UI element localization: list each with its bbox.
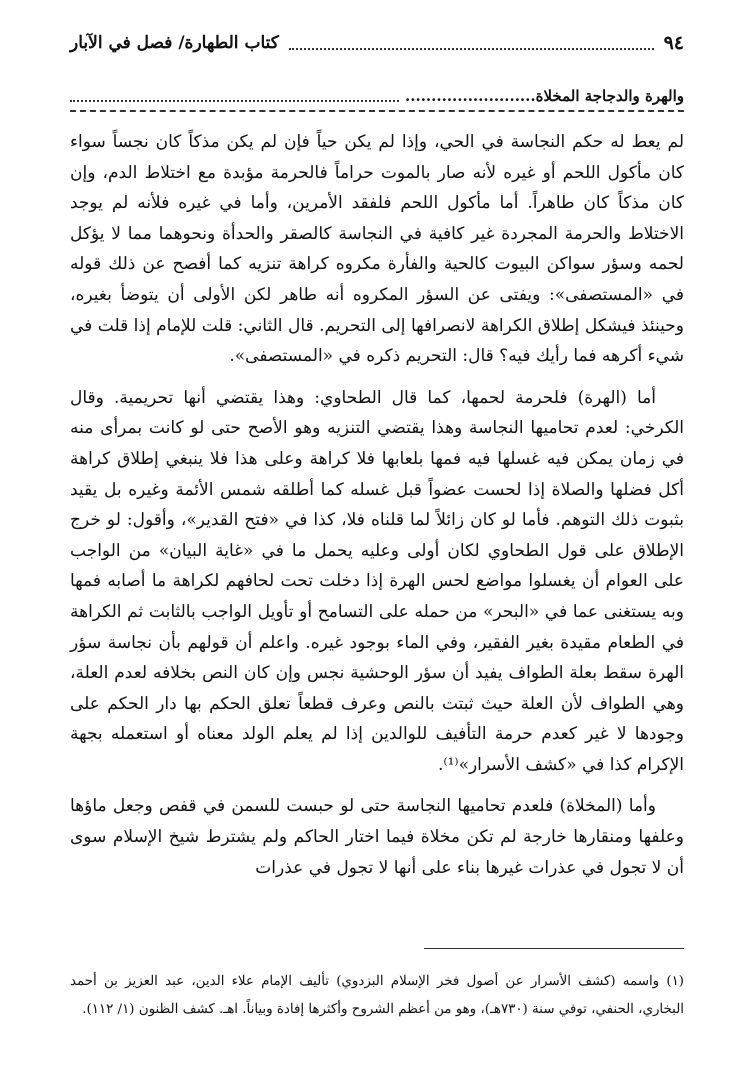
footnote-text: (١) واسمه (كشف الأسرار عن أصول فخر الإسلام البزدوي) تأليف الإمام علاء الدين، عبد العزيز بن أحمد البخاري، الحنفي، توفي سنة (٧٣٠هـ)، وهو من أعظم الشروح وأكثرها إفادة وبياناً. اهـ. كشف الظنون (١/ ١١٢).	[70, 974, 684, 1017]
page-number: ٩٤	[663, 32, 684, 54]
header-title: كتاب الطهارة/ فصل في الآبار	[70, 33, 279, 53]
main-text	[70, 127, 684, 883]
footnote-separator	[424, 948, 684, 949]
section-subheader	[70, 84, 684, 108]
subheader-dashed-rule	[70, 110, 684, 112]
paragraph-2: أما (الهرة) فلحرمة لحمها، كما قال الطحاوي: وهذا يقتضي أنها تحريمية. وقال الكرخي: لعدم تحاميها النجاسة وهذا يقتضي التنزيه وهو الأصح حتى لو كانت بمرأى منه في زمان يمكن فيه غسلها فيه فمها بلعابها فلا كراهة وعلى هذا فلا ينبغي إطلاق كراهة أكل فضلها والصلاة إذا لحست عضواً قبل غسله كما أطلقه شمس الأئمة وغيره بل يقيد بثبوت ذلك التوهم. فأما لو كان زائلاً لما قلناه فلا، كذا في «فتح القدير»، وأقول: لو خرج الإطلاق على قول الطحاوي لكان أولى وعليه يحمل ما في «غاية البيان» من الواجب على العوام أن يغسلوا مواضع لحس الهرة إذا دخلت تحت لحافهم لكراهة ما أصابه فمها وبه يستغنى عما في «البحر» من حمله على التسامح أو تأويل الواجب بالثابت ثم الكراهة في الطعام مقيدة بغير الفقير، وفي الماء بوجود غيره. واعلم أن قولهم بأن نجاسة سؤر الهرة سقط بعلة الطواف يفيد أن سؤر الوحشية نجس وإن كان النص بخلافه لعدم العلة، وهي الطواف لأن العلة حيث ثبتت بالنص وعرف قطعاً تعلق الحكم بها دار الحكم على وجودها لا غير كعدم حرمة التأفيف للوالدين إذا لم يعلم الولد معناه أو استعمله بجهة الإكرام كذا في «كشف الأسرار»⁽¹⁾.	[70, 387, 684, 775]
running-header	[70, 30, 684, 56]
subheader-title: والهرة والدجاجة المخلاة.........................	[405, 87, 684, 105]
paragraph-3: وأما (المخلاة) فلعدم تحاميها النجاسة حتى لو حبست للسمن في قفص وجعل ماؤها وعلفها ومنقارها خارجة لم تكن مخلاة فيما اختار الحاكم ولم يشترط شيخ الإسلام سوى أن لا تجول في عذرات غيرها بناء على أنها لا تجول في عذرات	[70, 796, 684, 878]
subheader-dotted-rule	[70, 90, 399, 102]
footnote	[70, 968, 684, 1023]
header-dotted-rule	[289, 36, 654, 50]
paragraph-1: لم يعط له حكم النجاسة في الحي، وإذا لم يكن حياً فإن لم يكن مذكاً كان نجساً سواء كان مأكول اللحم أو غيره لأنه صار بالموت حراماً فالحرمة مؤبدة مع اختلاط الدم، وإن كان مذكاً كان طاهراً. أما مأكول اللحم فلفقد الأمرين، وأما في غيره فلأنه لم يوجد الاختلاط والحرمة المجردة غير كافية في النجاسة كالصقر والحدأة ونحوهما مما لا يؤكل لحمه وسؤر سواكن البيوت كالحية والفأرة مكروه كراهة تنزيه كما أفصح عن ذلك قوله في «المستصفى»: ويفتى عن السؤر المكروه أنه طاهر لكن الأولى أن يتوضأ بغيره، وحينئذ فيشكل إطلاق الكراهة لانصرافها إلى التحريم. قال الثاني: قلت للإمام إذا قلت في شيء أكرهه فما رأيك فيه؟ قال: التحريم ذكره في «المستصفى».	[70, 132, 684, 367]
